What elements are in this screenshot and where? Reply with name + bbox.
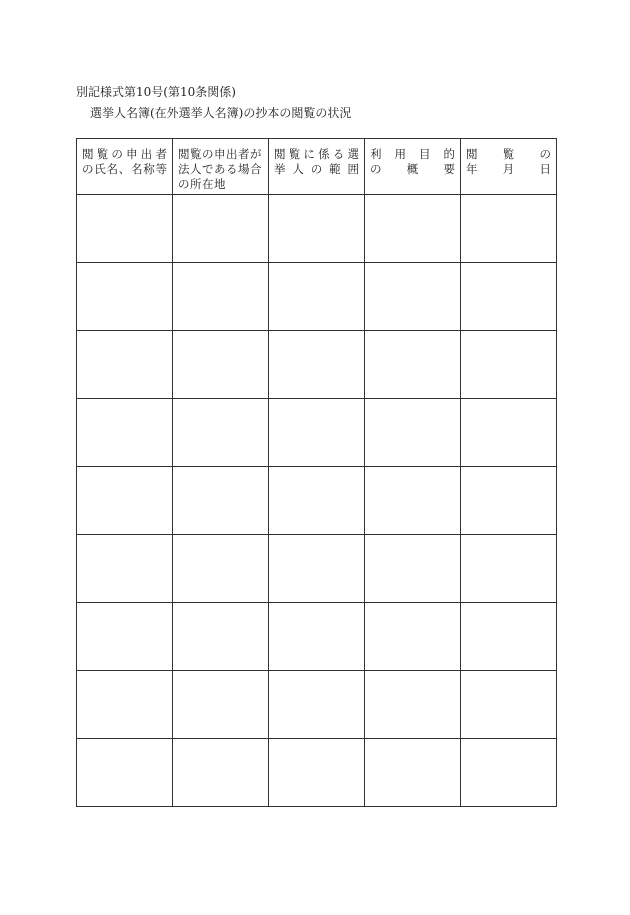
table-cell-corporate-address[interactable] (173, 399, 269, 467)
table-cell-purpose-summary[interactable] (365, 399, 461, 467)
table-cell-requester-name[interactable] (77, 535, 173, 603)
table-row (77, 263, 557, 331)
form-number: 別記様式第10号(第10条関係) (76, 85, 236, 99)
table-row (77, 195, 557, 263)
table-cell-corporate-address[interactable] (173, 603, 269, 671)
column-header-requester-name (77, 139, 173, 195)
table-cell-corporate-address[interactable] (173, 739, 269, 807)
column-header-line: 挙 人 の 範 囲 (274, 162, 359, 176)
form-title: 選挙人名簿(在外選挙人名簿)の抄本の閲覧の状況 (90, 106, 352, 120)
table-row (77, 535, 557, 603)
column-header-line: の 概 要 (370, 162, 455, 176)
table-cell-voter-scope[interactable] (269, 535, 365, 603)
column-header-line: の所在地 (178, 177, 226, 191)
table-row (77, 331, 557, 399)
table-cell-purpose-summary[interactable] (365, 739, 461, 807)
table-cell-purpose-summary[interactable] (365, 195, 461, 263)
table-cell-inspection-date[interactable] (461, 331, 557, 399)
column-header-line: 閲 覧 の (466, 147, 551, 161)
column-header-line: 閲 覧 の 申 出 者 (82, 147, 167, 161)
column-header-voter-scope (269, 139, 365, 195)
table-body (77, 195, 557, 807)
table-cell-voter-scope[interactable] (269, 671, 365, 739)
table-cell-purpose-summary[interactable] (365, 331, 461, 399)
column-header-line: 法人である場合 (178, 162, 262, 176)
table-cell-corporate-address[interactable] (173, 671, 269, 739)
table-row (77, 399, 557, 467)
column-header-inspection-date (461, 139, 557, 195)
table-cell-inspection-date[interactable] (461, 195, 557, 263)
table-cell-voter-scope[interactable] (269, 739, 365, 807)
table-cell-requester-name[interactable] (77, 739, 173, 807)
column-header-corporate-address (173, 139, 269, 195)
table-cell-corporate-address[interactable] (173, 467, 269, 535)
table-cell-inspection-date[interactable] (461, 467, 557, 535)
table-cell-voter-scope[interactable] (269, 331, 365, 399)
table-cell-inspection-date[interactable] (461, 535, 557, 603)
column-header-line: 年 月 日 (466, 162, 551, 176)
table-cell-requester-name[interactable] (77, 467, 173, 535)
table-cell-corporate-address[interactable] (173, 195, 269, 263)
table-row (77, 467, 557, 535)
table-cell-inspection-date[interactable] (461, 263, 557, 331)
table-cell-voter-scope[interactable] (269, 195, 365, 263)
table-cell-voter-scope[interactable] (269, 399, 365, 467)
column-header-line: 利 用 目 的 (370, 147, 455, 161)
column-header-line: 閲 覧 に 係 る 選 (274, 147, 359, 161)
table-cell-purpose-summary[interactable] (365, 263, 461, 331)
table-cell-requester-name[interactable] (77, 263, 173, 331)
table-cell-purpose-summary[interactable] (365, 603, 461, 671)
table-cell-inspection-date[interactable] (461, 739, 557, 807)
table-cell-purpose-summary[interactable] (365, 671, 461, 739)
column-header-line: 閲覧の申出者が (178, 147, 262, 161)
table-cell-purpose-summary[interactable] (365, 467, 461, 535)
table-cell-voter-scope[interactable] (269, 263, 365, 331)
table-cell-voter-scope[interactable] (269, 603, 365, 671)
table-row (77, 739, 557, 807)
column-header-line: の 氏 名 、 名 称 等 (82, 162, 167, 176)
table-cell-voter-scope[interactable] (269, 467, 365, 535)
table-cell-corporate-address[interactable] (173, 263, 269, 331)
table-cell-requester-name[interactable] (77, 671, 173, 739)
table-cell-inspection-date[interactable] (461, 671, 557, 739)
table-cell-corporate-address[interactable] (173, 331, 269, 399)
table-row (77, 671, 557, 739)
table-cell-inspection-date[interactable] (461, 399, 557, 467)
table-cell-corporate-address[interactable] (173, 535, 269, 603)
table-cell-requester-name[interactable] (77, 331, 173, 399)
table-header-row (77, 139, 557, 195)
column-header-purpose-summary (365, 139, 461, 195)
table-row (77, 603, 557, 671)
table-cell-requester-name[interactable] (77, 195, 173, 263)
inspection-record-table (76, 138, 557, 807)
table-cell-requester-name[interactable] (77, 603, 173, 671)
table-cell-requester-name[interactable] (77, 399, 173, 467)
table-cell-purpose-summary[interactable] (365, 535, 461, 603)
table-cell-inspection-date[interactable] (461, 603, 557, 671)
